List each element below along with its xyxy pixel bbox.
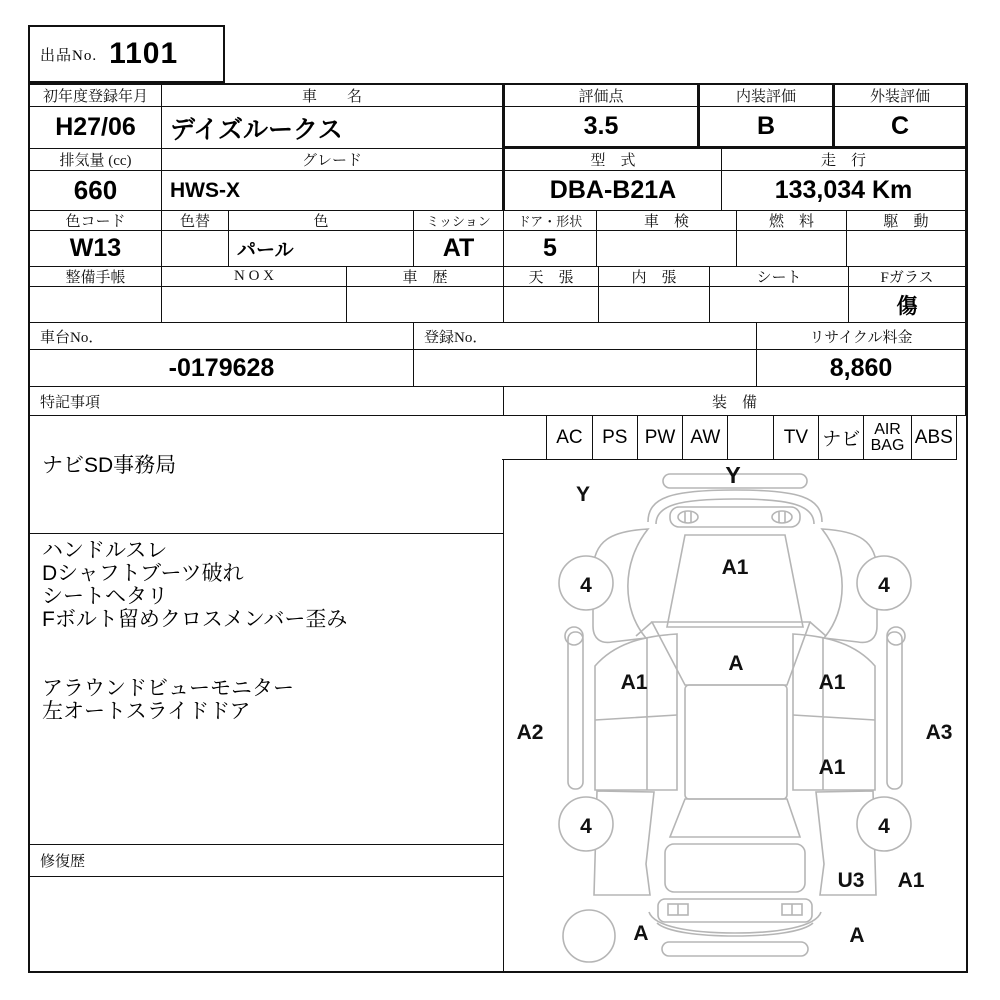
inspection-value <box>597 231 737 267</box>
seat-label: シート <box>710 267 849 287</box>
mark-front-right-wheel: 4 <box>878 574 890 597</box>
spare-tire-circle <box>563 910 615 962</box>
model-code-value: DBA-B21A <box>502 171 722 211</box>
transmission-value: AT <box>414 231 504 267</box>
mileage-value: 133,034 Km <box>722 171 966 211</box>
color-code-value: W13 <box>30 231 162 267</box>
front-grille <box>670 507 800 527</box>
doors-label: ドア・形状 <box>504 211 597 231</box>
equipment-box-ac: AC <box>547 416 592 460</box>
first-registration-value: H27/06 <box>30 107 162 149</box>
mark-rear-bumper-right: A <box>849 924 865 947</box>
first-registration-label: 初年度登録年月 <box>30 85 162 107</box>
fuel-label: 燃 料 <box>737 211 847 231</box>
door-trim-value <box>599 287 710 323</box>
car-name-value: デイズルークス <box>162 107 502 149</box>
interior-grade-label: 内装評価 <box>698 85 833 107</box>
left-sill <box>568 632 583 789</box>
car-history-value <box>347 287 504 323</box>
tailgate <box>665 844 805 892</box>
nox-value <box>162 287 347 323</box>
mark-right-door-lower: A1 <box>818 756 846 779</box>
service-book-label: 整備手帳 <box>30 267 162 287</box>
car-history-label: 車 歴 <box>347 267 504 287</box>
score-value: 3.5 <box>502 107 698 149</box>
front-glass-label: Fガラス <box>849 267 966 287</box>
note-line: 左オートスライドドア <box>42 700 251 723</box>
repair-history-value <box>30 877 504 971</box>
headliner-label: 天 張 <box>504 267 599 287</box>
car-name-label: 車 名 <box>162 85 502 107</box>
repair-history-label: 修復歴 <box>30 845 504 877</box>
equipment-box-empty-2 <box>728 416 773 460</box>
interior-grade-value: B <box>698 107 833 149</box>
registration-no-value <box>414 350 757 387</box>
right-sill <box>887 632 902 789</box>
equipment-box-airbag: AIR BAG <box>864 416 911 460</box>
equipment-box-pw: PW <box>638 416 683 460</box>
chassis-no-value: -0179628 <box>30 350 414 387</box>
fuel-value <box>737 231 847 267</box>
equipment-label: 装 備 <box>504 387 966 416</box>
mark-windshield: A <box>728 652 744 675</box>
drive-value <box>847 231 966 267</box>
door-trim-label: 内 張 <box>599 267 710 287</box>
rear-bottom-strip <box>662 942 808 956</box>
note-line: アラウンドビューモニター <box>42 677 294 700</box>
equipment-box-empty-1 <box>502 416 547 460</box>
mark-rear-bumper-left: A <box>633 922 649 945</box>
color-change-value <box>162 231 229 267</box>
displacement-value: 660 <box>30 171 162 211</box>
nox-label: N O X <box>162 267 347 287</box>
lot-number-box <box>28 25 225 83</box>
equipment-box-tv: TV <box>774 416 819 460</box>
equipment-row <box>502 416 957 460</box>
note-line: Dシャフトブーツ破れ <box>42 562 244 585</box>
mark-hood: A1 <box>721 556 749 579</box>
mark-left-door: A1 <box>620 671 648 694</box>
note-line: ハンドルスレ <box>42 539 168 562</box>
headlight-left <box>678 511 698 523</box>
seat-value <box>710 287 849 323</box>
headliner-value <box>504 287 599 323</box>
mark-front-top-bar: Y <box>725 462 741 488</box>
lot-number-label: 出品No. <box>40 47 98 64</box>
front-glass-value: 傷 <box>849 287 966 323</box>
inspection-label: 車 検 <box>597 211 737 231</box>
note-line: ナビSD事務局 <box>42 454 177 477</box>
equipment-box-navi: ナビ <box>819 416 864 460</box>
special-notes-section-1 <box>30 416 504 534</box>
mark-right-sill: A3 <box>925 721 953 744</box>
mark-front-left-area: Y <box>575 483 591 506</box>
mark-rear-right-quarter-u3: U3 <box>837 869 865 892</box>
mark-rear-right-quarter-a1: A1 <box>897 869 925 892</box>
mark-rear-right-wheel: 4 <box>878 815 890 838</box>
score-label: 評価点 <box>502 85 698 107</box>
equipment-box-abs: ABS <box>912 416 957 460</box>
equipment-box-aw: AW <box>683 416 728 460</box>
hood-panel <box>667 535 803 627</box>
color-code-label: 色コード <box>30 211 162 231</box>
drive-label: 駆 動 <box>847 211 966 231</box>
left-door <box>595 634 677 790</box>
service-book-value <box>30 287 162 323</box>
exterior-grade-value: C <box>833 107 966 149</box>
recycle-fee-value: 8,860 <box>757 350 966 387</box>
mark-rear-left-wheel: 4 <box>580 815 592 838</box>
equipment-box-ps: PS <box>593 416 638 460</box>
color-change-label: 色替 <box>162 211 229 231</box>
exterior-grade-label: 外装評価 <box>833 85 966 107</box>
headlight-right <box>772 511 792 523</box>
registration-no-label: 登録No． <box>414 323 757 350</box>
model-code-label: 型 式 <box>502 149 722 171</box>
recycle-fee-label: リサイクル料金 <box>757 323 966 350</box>
special-notes-section-2 <box>30 534 504 845</box>
mark-front-left-wheel: 4 <box>580 574 592 597</box>
grade-value: HWS-X <box>162 171 502 211</box>
color-label: 色 <box>229 211 414 231</box>
doors-value: 5 <box>504 231 597 267</box>
car-damage-diagram <box>502 460 966 971</box>
note-line: シートヘタリ <box>42 585 168 608</box>
note-line: Fボルト留めクロスメンバー歪み <box>42 608 348 631</box>
roof-panel <box>685 685 787 799</box>
grade-label: グレード <box>162 149 502 171</box>
mark-left-sill: A2 <box>516 721 544 744</box>
mileage-label: 走 行 <box>722 149 966 171</box>
transmission-label: ミッション <box>414 211 504 231</box>
front-cowl-outer <box>648 490 822 522</box>
vehicle-info-table <box>28 83 968 973</box>
special-notes-label: 特記事項 <box>30 387 504 416</box>
rear-lights-bar <box>658 899 812 922</box>
mark-right-door-upper: A1 <box>818 671 846 694</box>
rear-window <box>670 799 800 837</box>
chassis-no-label: 車台No． <box>30 323 414 350</box>
displacement-label: 排気量 (cc) <box>30 149 162 171</box>
lot-number-value: 1101 <box>109 37 179 70</box>
color-value: パール <box>229 231 414 267</box>
